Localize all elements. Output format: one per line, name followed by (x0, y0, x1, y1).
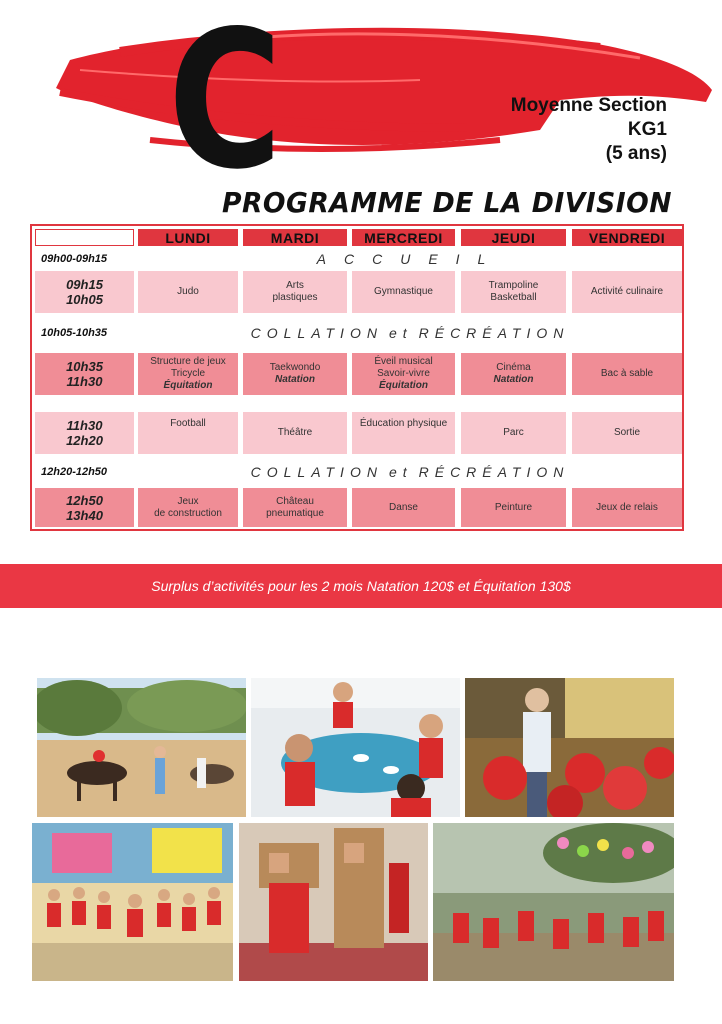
activity-cell (138, 271, 238, 313)
time-slot-1 (35, 271, 134, 313)
photo-kids-with-teacher (465, 678, 674, 817)
time-slot-3 (35, 412, 134, 454)
activity-cell (138, 353, 238, 395)
activity-text: Éducation physique (359, 418, 448, 429)
day-header-mardi: MARDI (243, 229, 347, 246)
activity-text: de construction (154, 507, 222, 519)
activity-cell (352, 488, 455, 527)
time-slot-4 (35, 488, 134, 527)
activity-text: plastiques (272, 292, 318, 303)
photo-cardboard-costumes (239, 823, 428, 981)
day-header-jeudi: JEUDI (461, 229, 566, 246)
activity-text: Judo (177, 286, 199, 297)
optional-activity: Natation (493, 374, 534, 385)
photo-horse-riding (37, 678, 246, 817)
time-end: 13h40 (66, 507, 103, 523)
day-header-lundi: LUNDI (138, 229, 238, 246)
activity-text: Sortie (613, 427, 641, 438)
activity-text: pneumatique (266, 507, 324, 519)
activity-cell (572, 271, 682, 313)
collation-word: COLLATION (250, 464, 383, 480)
photo-kids-at-table (251, 678, 460, 817)
header-blank-cell (35, 229, 134, 246)
activity-text: Savoir-vivre (377, 368, 430, 379)
activity-cell (572, 488, 682, 527)
activity-cell (243, 412, 347, 454)
activity-text: Gymnastique (374, 286, 433, 297)
timetable (30, 224, 684, 531)
section-name: Moyenne Section (510, 95, 667, 116)
activity-text: Taekwondo (269, 362, 321, 373)
activity-cell (352, 353, 455, 395)
activity-cell (352, 412, 455, 454)
collation-connector: et (388, 464, 413, 480)
activity-cell (138, 412, 238, 454)
photo-kids-dancing (32, 823, 233, 981)
time-start: 09h15 (66, 277, 103, 292)
activity-text: Jeux (177, 495, 199, 507)
activity-cell (461, 353, 566, 395)
page-title: PROGRAMME DE LA DIVISION (222, 186, 672, 219)
activity-text: Arts (286, 280, 304, 291)
collation-connector: et (388, 325, 413, 341)
time-start: 11h30 (66, 418, 103, 433)
activity-text: Théâtre (277, 427, 313, 438)
time-end: 12h20 (66, 433, 103, 448)
time-start: 12h50 (66, 492, 103, 508)
collation-time: 10h05-10h35 (41, 327, 108, 339)
activity-text: Structure de jeux (150, 356, 226, 367)
day-header-mercredi: MERCREDI (352, 229, 455, 246)
activity-cell (461, 271, 566, 313)
activity-text: Football (170, 418, 206, 429)
recreation-word: RÉCRÉATION (418, 464, 570, 480)
recreation-word: RÉCRÉATION (418, 325, 570, 341)
activity-text: Tricycle (170, 368, 206, 379)
activity-cell (352, 271, 455, 313)
activity-cell (243, 488, 347, 527)
collation-word: COLLATION (250, 325, 383, 341)
time-start: 10h35 (66, 359, 103, 374)
photo-kids-playground (433, 823, 674, 981)
activity-cell (461, 412, 566, 454)
activity-text: Trampoline (488, 280, 539, 291)
collation-time: 12h20-12h50 (41, 466, 108, 478)
activity-text: Danse (389, 501, 418, 513)
activity-text: Cinéma (496, 362, 531, 373)
activity-text: Château (276, 495, 314, 507)
activity-cell (572, 353, 682, 395)
activity-cell (572, 412, 682, 454)
time-end: 10h05 (66, 292, 103, 307)
collation-label (138, 323, 682, 343)
collation-label (138, 462, 682, 482)
time-end: 11h30 (66, 374, 103, 389)
activity-text: Peinture (494, 501, 533, 513)
activity-text: Basketball (490, 292, 537, 303)
optional-activity: Équitation (379, 380, 428, 391)
activity-text: Activité culinaire (590, 286, 664, 297)
activity-cell (138, 488, 238, 527)
activity-text: Éveil musical (374, 356, 433, 367)
accueil-label: ACCUEIL (316, 251, 504, 267)
time-slot-2 (35, 353, 134, 395)
activity-text: Parc (503, 427, 524, 438)
activity-cell (461, 488, 566, 527)
section-grade: KG1 (627, 119, 667, 140)
day-header-vendredi: VENDREDI (572, 229, 682, 246)
activity-text: Bac à sable (600, 368, 654, 379)
section-title (511, 94, 667, 166)
optional-activity: Équitation (163, 380, 213, 391)
optional-activity: Natation (275, 374, 315, 385)
activity-cell (243, 271, 347, 313)
activity-cell (243, 353, 347, 395)
accueil-time: 09h00-09h15 (41, 253, 108, 265)
section-age: (5 ans) (605, 143, 667, 164)
activity-text: Jeux de relais (596, 501, 658, 513)
logo-letter: C (168, 0, 283, 211)
activity-fees-banner: Surplus d’activités pour les 2 mois Natation 120$ et Équitation 130$ (0, 564, 722, 608)
